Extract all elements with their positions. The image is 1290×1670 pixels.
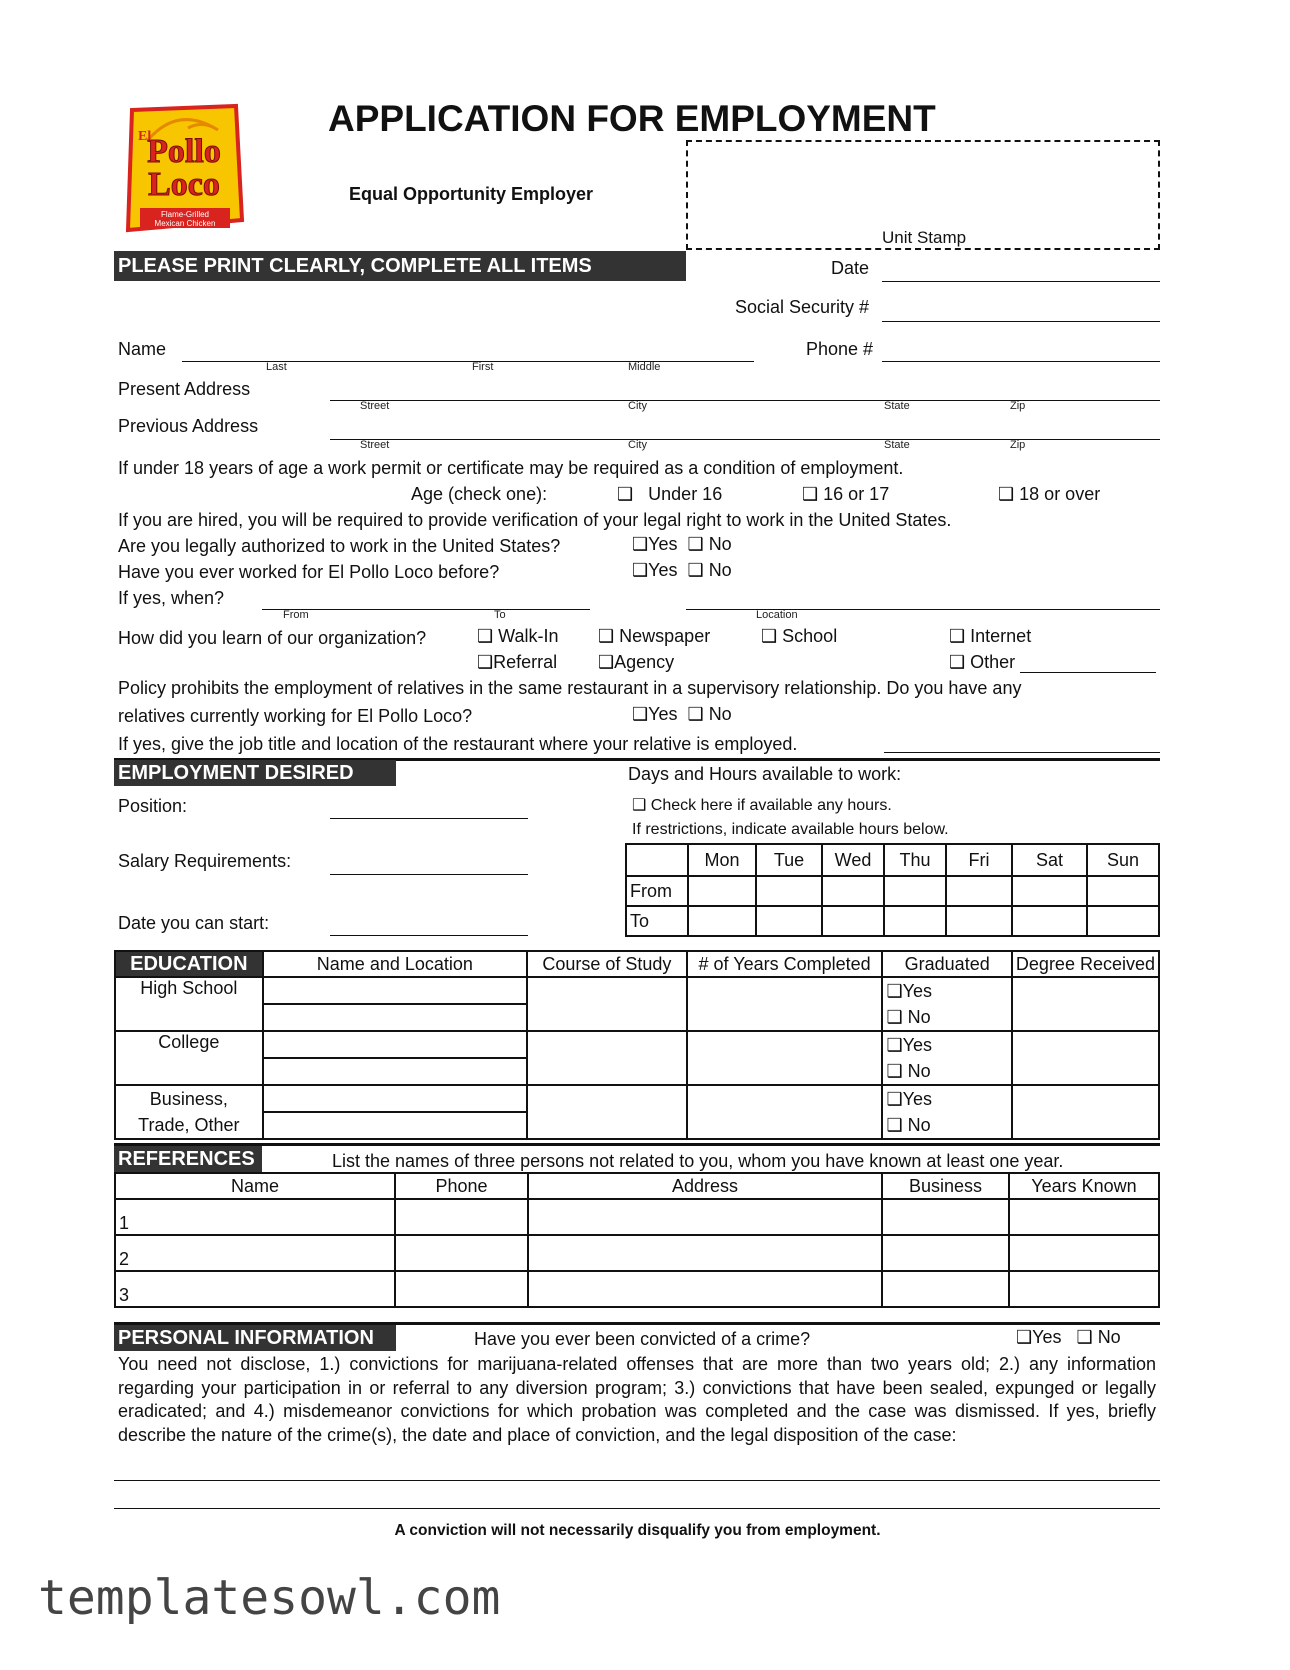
no-label: No — [907, 1115, 931, 1135]
edu-col-header: Name and Location — [263, 951, 527, 977]
position-field[interactable] — [330, 818, 528, 819]
edu-name-cell[interactable] — [263, 1112, 527, 1139]
sublabel-zip: Zip — [1010, 439, 1026, 451]
checkbox-icon[interactable]: ❑ — [632, 560, 649, 580]
references-divider — [114, 1143, 1160, 1146]
hours-cell[interactable] — [1087, 906, 1159, 936]
edu-course-cell[interactable] — [527, 1031, 687, 1085]
learn-other[interactable] — [949, 652, 1015, 673]
checkbox-icon[interactable]: ❑ — [886, 1089, 903, 1109]
learn-school-label: School — [782, 626, 838, 646]
sublabel-city: City — [628, 400, 647, 412]
checkbox-icon[interactable]: ❑ — [886, 981, 903, 1001]
ref-cell[interactable] — [528, 1235, 882, 1271]
checkbox-icon[interactable]: ❑ — [949, 652, 966, 672]
personal-info-header: PERSONAL INFORMATION — [114, 1325, 396, 1351]
age-16-17[interactable] — [802, 484, 889, 505]
checkbox-icon[interactable]: ❑ — [598, 652, 615, 672]
crime-description-line-1[interactable] — [114, 1480, 1160, 1481]
no-label: No — [1097, 1327, 1121, 1347]
sublabel-city: City — [628, 439, 647, 451]
ref-col-header: Phone — [395, 1173, 528, 1199]
checkbox-icon[interactable]: ❑ — [617, 484, 634, 504]
name-label: Name — [118, 339, 167, 359]
hours-cell[interactable] — [688, 876, 756, 906]
sublabel-zip: Zip — [1010, 400, 1026, 412]
checkbox-icon[interactable]: ❑ — [1016, 1327, 1033, 1347]
edu-degree-cell[interactable] — [1012, 1085, 1159, 1139]
edu-name-cell[interactable] — [263, 1031, 527, 1058]
start-date-label: Date you can start: — [118, 913, 270, 933]
checkbox-icon[interactable]: ❑ — [886, 1061, 903, 1081]
hours-cell[interactable] — [884, 876, 946, 906]
hours-cell[interactable] — [756, 906, 822, 936]
disclosure-paragraph: You need not disclose, 1.) convictions for marijuana-related offenses that are more than two years old; 2.) any information regarding your participation in or referral to any diversion program; 3.) convictions that have been sealed, expunged or legally eradicated; and 4.) misdemeanor convictions for which probation was completed and the case was dismissed. If yes, briefly describe the nature of the crime(s), the date and place of conviction, and the legal disposition of the case: — [118, 1354, 1156, 1445]
ref-col-header: Name — [115, 1173, 395, 1199]
checkbox-icon[interactable]: ❑ — [632, 704, 649, 724]
salary-field[interactable] — [330, 874, 528, 875]
edu-years-cell[interactable] — [687, 1031, 883, 1085]
edu-years-cell[interactable] — [687, 977, 883, 1031]
checkbox-icon[interactable]: ❑ — [598, 626, 615, 646]
authorized-question: Are you legally authorized to work in the United States? — [118, 536, 561, 556]
learn-walkin-label: Walk-In — [498, 626, 559, 646]
policy-line2: relatives currently working for El Pollo Loco? — [118, 706, 473, 726]
no-label: No — [708, 560, 732, 580]
hours-cell[interactable] — [822, 906, 884, 936]
age-18-over-label: 18 or over — [1019, 484, 1101, 504]
learn-internet-label: Internet — [970, 626, 1032, 646]
ref-cell[interactable] — [1009, 1235, 1159, 1271]
references-header: REFERENCES — [114, 1146, 262, 1172]
age-label: Age (check one): — [411, 484, 548, 504]
edu-col-header: # of Years Completed — [687, 951, 883, 977]
any-hours-option[interactable] — [632, 795, 892, 815]
hours-cell[interactable] — [946, 876, 1012, 906]
previous-address-field[interactable] — [330, 439, 1160, 440]
learn-walkin[interactable] — [477, 626, 559, 647]
any-hours-label: Check here if available any hours. — [650, 797, 892, 814]
sublabel-street: Street — [360, 439, 390, 451]
hours-cell[interactable] — [822, 876, 884, 906]
svg-text:Pollo: Pollo — [147, 133, 221, 170]
sublabel-location: Location — [756, 609, 798, 621]
worked-before-question: Have you ever worked for El Pollo Loco before? — [118, 562, 500, 582]
hours-cell[interactable] — [1012, 906, 1087, 936]
restrictions-note: If restrictions, indicate available hours below. — [632, 821, 949, 838]
sublabel-from: From — [283, 609, 309, 621]
svg-text:Mexican Chicken: Mexican Chicken — [154, 219, 216, 228]
conviction-footer: A conviction will not necessarily disqualify you from employment. — [394, 1522, 881, 1539]
ssn-field[interactable] — [882, 321, 1160, 322]
checkbox-icon[interactable]: ❑ — [477, 626, 494, 646]
ref-cell[interactable] — [882, 1271, 1009, 1307]
checkbox-icon[interactable]: ❑ — [886, 1007, 903, 1027]
checkbox-icon[interactable]: ❑ — [632, 534, 649, 554]
checkbox-icon[interactable]: ❑ — [687, 704, 704, 724]
edu-course-cell[interactable] — [527, 1085, 687, 1139]
edu-row-business-line1: Business, — [149, 1089, 228, 1109]
age-under16-label: Under 16 — [648, 484, 723, 504]
checkbox-icon[interactable]: ❑ — [886, 1115, 903, 1135]
edu-col-header: Course of Study — [527, 951, 687, 977]
edu-graduated-cell[interactable] — [882, 1031, 1011, 1085]
edu-col-header: Degree Received — [1012, 951, 1159, 977]
references-table — [114, 1172, 1160, 1308]
day-header: Sat — [1012, 844, 1087, 876]
ref-cell[interactable] — [528, 1199, 882, 1235]
learn-other-label: Other — [970, 652, 1016, 672]
checkbox-icon[interactable]: ❑ — [687, 534, 704, 554]
edu-row-business-line2: Trade, Other — [138, 1115, 240, 1135]
worked-before-options[interactable] — [632, 560, 732, 581]
ref-row-number[interactable]: 2 — [115, 1235, 395, 1271]
yes-label: Yes — [902, 1089, 932, 1109]
references-note: List the names of three persons not related to you, whom you have known at least one year. — [332, 1151, 1064, 1171]
crime-description-line-2[interactable] — [114, 1508, 1160, 1509]
edu-degree-cell[interactable] — [1012, 1031, 1159, 1085]
when-question: If yes, when? — [118, 588, 225, 608]
yes-label: Yes — [1032, 1327, 1062, 1347]
ref-col-header: Address — [528, 1173, 882, 1199]
please-print-header: PLEASE PRINT CLEARLY, COMPLETE ALL ITEMS — [114, 251, 686, 281]
policy-line1: Policy prohibits the employment of relatives in the same restaurant in a supervisory relationship. Do you have any — [118, 678, 1022, 698]
age-16-17-label: 16 or 17 — [823, 484, 890, 504]
edu-name-cell[interactable] — [263, 1085, 527, 1112]
checkbox-icon[interactable]: ❑ — [949, 626, 966, 646]
checkbox-icon[interactable]: ❑ — [761, 626, 778, 646]
corner-cell — [626, 844, 688, 876]
phone-label: Phone # — [806, 339, 874, 359]
policy-line3: If yes, give the job title and location of the restaurant where your relative is employed. — [118, 734, 798, 754]
no-label: No — [708, 704, 732, 724]
ref-col-header: Business — [882, 1173, 1009, 1199]
hours-cell[interactable] — [1012, 876, 1087, 906]
age-note: If under 18 years of age a work permit or certificate may be required as a condition of employment. — [118, 458, 904, 478]
edu-row-college: College — [115, 1031, 263, 1085]
yes-label: Yes — [648, 704, 678, 724]
sublabel-first: First — [472, 361, 494, 373]
day-header: Tue — [756, 844, 822, 876]
checkbox-icon[interactable]: ❑ — [687, 560, 704, 580]
learn-referral[interactable] — [477, 652, 557, 673]
when-from-to-field[interactable] — [262, 609, 590, 610]
date-field[interactable] — [882, 281, 1160, 282]
date-label: Date — [831, 258, 870, 278]
checkbox-icon[interactable]: ❑ — [886, 1035, 903, 1055]
hours-cell[interactable] — [946, 906, 1012, 936]
days-hours-title: Days and Hours available to work: — [628, 764, 902, 784]
age-18-over[interactable] — [998, 484, 1100, 505]
verify-note: If you are hired, you will be required to provide verification of your legal right to work in the United States. — [118, 510, 952, 530]
education-table — [114, 950, 1160, 1140]
ref-cell[interactable] — [395, 1235, 528, 1271]
relatives-options[interactable] — [632, 704, 732, 725]
day-header: Thu — [884, 844, 946, 876]
learn-referral-label: Referral — [493, 652, 558, 672]
day-header: Wed — [822, 844, 884, 876]
ref-cell[interactable] — [1009, 1271, 1159, 1307]
edu-name-cell[interactable] — [263, 1058, 527, 1085]
crime-options[interactable] — [1016, 1327, 1121, 1348]
no-label: No — [907, 1061, 931, 1081]
edu-name-cell[interactable] — [263, 977, 527, 1004]
hours-cell[interactable] — [1087, 876, 1159, 906]
ref-cell[interactable] — [395, 1271, 528, 1307]
previous-address-label: Previous Address — [118, 416, 259, 436]
hours-cell[interactable] — [884, 906, 946, 936]
edu-name-cell[interactable] — [263, 1004, 527, 1031]
learn-newspaper-label: Newspaper — [619, 626, 711, 646]
sublabel-street: Street — [360, 400, 390, 412]
checkbox-icon[interactable]: ❑ — [632, 797, 647, 814]
ref-cell[interactable] — [528, 1271, 882, 1307]
sublabel-to: To — [494, 609, 506, 621]
ref-col-header: Years Known — [1009, 1173, 1159, 1199]
yes-label: Yes — [648, 560, 678, 580]
checkbox-icon[interactable]: ❑ — [1076, 1327, 1093, 1347]
present-address-field[interactable] — [330, 400, 1160, 401]
unit-stamp-label: Unit Stamp — [882, 228, 967, 247]
ref-cell[interactable] — [882, 1199, 1009, 1235]
ssn-label: Social Security # — [735, 297, 870, 317]
edu-row-high-school: High School — [115, 977, 263, 1031]
learn-internet[interactable] — [949, 626, 1031, 647]
age-under16[interactable] — [617, 484, 722, 505]
edu-degree-cell[interactable] — [1012, 977, 1159, 1031]
sublabel-state: State — [884, 439, 910, 451]
position-label: Position: — [118, 796, 188, 816]
learn-question: How did you learn of our organization? — [118, 628, 427, 648]
education-header: EDUCATION — [115, 951, 263, 977]
sublabel-middle: Middle — [628, 361, 661, 373]
no-label: No — [907, 1007, 931, 1027]
edu-course-cell[interactable] — [527, 977, 687, 1031]
learn-school[interactable] — [761, 626, 837, 647]
ref-row-number[interactable]: 1 — [115, 1199, 395, 1235]
ref-cell[interactable] — [882, 1235, 1009, 1271]
edu-row-business — [115, 1085, 263, 1139]
ref-cell[interactable] — [395, 1199, 528, 1235]
logo — [118, 100, 250, 240]
day-header: Fri — [946, 844, 1012, 876]
ref-cell[interactable] — [1009, 1199, 1159, 1235]
relative-job-field[interactable] — [884, 752, 1160, 753]
no-label: No — [708, 534, 732, 554]
yes-label: Yes — [648, 534, 678, 554]
ref-row-number[interactable]: 3 — [115, 1271, 395, 1307]
edu-years-cell[interactable] — [687, 1085, 883, 1139]
edu-graduated-cell[interactable] — [882, 977, 1011, 1031]
present-address-label: Present Address — [118, 379, 251, 399]
learn-other-field[interactable] — [1020, 672, 1156, 673]
phone-field[interactable] — [882, 361, 1160, 362]
svg-text:Flame-Grilled: Flame-Grilled — [160, 210, 210, 219]
yes-label: Yes — [902, 1035, 932, 1055]
checkbox-icon[interactable]: ❑ — [802, 484, 819, 504]
yes-label: Yes — [902, 981, 932, 1001]
eoe-label: Equal Opportunity Employer — [349, 184, 594, 204]
start-date-field[interactable] — [330, 935, 528, 936]
edu-graduated-cell[interactable] — [882, 1085, 1011, 1139]
checkbox-icon[interactable]: ❑ — [477, 652, 494, 672]
hours-cell[interactable] — [756, 876, 822, 906]
svg-text:El: El — [138, 129, 152, 144]
learn-newspaper[interactable] — [598, 626, 710, 647]
salary-label: Salary Requirements: — [118, 851, 292, 871]
sublabel-last: Last — [266, 361, 287, 373]
employment-desired-header: EMPLOYMENT DESIRED — [114, 760, 396, 786]
to-row-label: To — [626, 906, 688, 936]
checkbox-icon[interactable]: ❑ — [998, 484, 1015, 504]
learn-agency[interactable] — [598, 652, 674, 673]
page-title: APPLICATION FOR EMPLOYMENT — [328, 98, 936, 139]
hours-cell[interactable] — [688, 906, 756, 936]
sublabel-state: State — [884, 400, 910, 412]
day-header: Mon — [688, 844, 756, 876]
authorized-options[interactable] — [632, 534, 732, 555]
from-row-label: From — [626, 876, 688, 906]
svg-text:Loco: Loco — [148, 166, 220, 203]
watermark: templatesowl.com — [38, 1570, 501, 1626]
learn-agency-label: Agency — [614, 652, 675, 672]
crime-question: Have you ever been convicted of a crime? — [474, 1329, 811, 1349]
day-header: Sun — [1087, 844, 1159, 876]
edu-col-header: Graduated — [882, 951, 1011, 977]
availability-table — [625, 843, 1160, 937]
